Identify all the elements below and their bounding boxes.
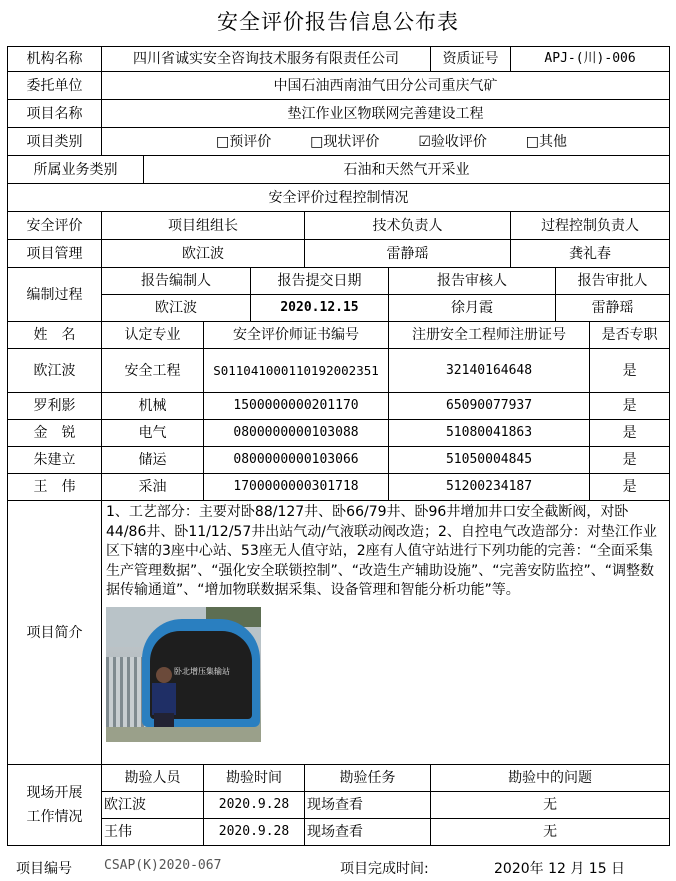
- cert-value: APJ-(川)-006: [511, 47, 670, 72]
- site-sign-text: 卧北增压集输站: [174, 666, 230, 676]
- compile-header-row: [8, 268, 670, 295]
- staff-header-reg: 注册安全工程师注册证号: [389, 322, 590, 349]
- category-label: 项目类别: [8, 128, 102, 156]
- process-header: 安全评价过程控制情况: [8, 184, 670, 212]
- staff-name: 罗利影: [8, 393, 102, 420]
- site-header-person: 勘验人员: [102, 765, 204, 792]
- staff-major: 安全工程: [102, 349, 204, 393]
- info-table: [7, 46, 670, 846]
- management-leader: 欧江波: [102, 240, 305, 268]
- site-header-date: 勘验时间: [204, 765, 305, 792]
- business-value: 石油和天然气开采业: [144, 156, 670, 184]
- staff-name: 欧江波: [8, 349, 102, 393]
- staff-name: 金 锐: [8, 420, 102, 447]
- category-option-current[interactable]: □现状评价: [310, 133, 380, 150]
- table-row: [8, 420, 670, 447]
- staff-reg: 51050004845: [389, 447, 590, 474]
- management-tech: 雷静瑶: [305, 240, 511, 268]
- project-code-label: 项目编号: [16, 861, 72, 877]
- compile-header-reviewer: 报告审核人: [389, 268, 556, 295]
- org-value: 四川省诚实安全咨询技术服务有限责任公司: [102, 47, 431, 72]
- project-row: [8, 100, 670, 128]
- cert-label: 资质证号: [431, 47, 511, 72]
- site-issue: 无: [431, 819, 670, 846]
- staff-reg: 32140164648: [389, 349, 590, 393]
- process-header-row: [8, 184, 670, 212]
- staff-reg: 65090077937: [389, 393, 590, 420]
- staff-cert: 0800000000103088: [204, 420, 389, 447]
- table-row: [8, 819, 670, 846]
- staff-fulltime: 是: [590, 349, 670, 393]
- table-row: [8, 474, 670, 501]
- table-row: [8, 349, 670, 393]
- compile-author: 欧江波: [102, 295, 251, 322]
- site-person: 王伟: [102, 819, 204, 846]
- site-label-1: 现场开展: [26, 785, 83, 801]
- staff-cert: 1500000000201170: [204, 393, 389, 420]
- site-header-row: [8, 765, 670, 792]
- summary-text: 1、工艺部分：主要对卧88/127井、卧66/79井、卧96井增加井口安全截断阀，对卧44/86井、卧11/12/57井出站气动/气液联动阀改造；2、自控电气改造部分：对垫江作业区下辖的3座中心站、53座无人值守站，2座有人值守站进行下列功能的完善：“全面采集生产管理数据”、“强化安全联锁控制”、“改造生产辅助设施”、“完善安防监控”、“调整数据传输通道”、“增加物联数据采集、设备管理和智能分析功能”等。: [106, 504, 657, 598]
- finish-label: 项目完成时间:: [340, 861, 429, 877]
- staff-cert: S011041000110192002351: [204, 349, 389, 393]
- management-header-control: 过程控制负责人: [511, 212, 670, 240]
- site-label-2: 工作情况: [26, 809, 83, 825]
- staff-header-cert: 安全评价师证书编号: [204, 322, 389, 349]
- staff-fulltime: 是: [590, 420, 670, 447]
- staff-major: 储运: [102, 447, 204, 474]
- site-header-issue: 勘验中的问题: [431, 765, 670, 792]
- table-row: [8, 447, 670, 474]
- management-value-row: [8, 240, 670, 268]
- category-options: [102, 128, 670, 156]
- site-task: 现场查看: [305, 792, 431, 819]
- compile-date: 2020.12.15: [251, 295, 389, 322]
- project-code-value: CSAP(K)2020-067: [104, 858, 222, 873]
- management-label-2: 项目管理: [8, 240, 102, 268]
- site-date: 2020.9.28: [204, 819, 305, 846]
- client-value: 中国石油西南油气田分公司重庆气矿: [102, 72, 670, 100]
- staff-fulltime: 是: [590, 447, 670, 474]
- site-issue: 无: [431, 792, 670, 819]
- staff-name: 朱建立: [8, 447, 102, 474]
- compile-label: 编制过程: [8, 268, 102, 322]
- staff-name: 王 伟: [8, 474, 102, 501]
- staff-major: 机械: [102, 393, 204, 420]
- staff-cert: 0800000000103066: [204, 447, 389, 474]
- category-row: [8, 128, 670, 156]
- site-date: 2020.9.28: [204, 792, 305, 819]
- site-person: 欧江波: [102, 792, 204, 819]
- category-option-pre[interactable]: □预评价: [216, 133, 272, 150]
- finish-date: 2020年 12 月 15 日: [494, 861, 626, 877]
- staff-reg: 51080041863: [389, 420, 590, 447]
- staff-header-fulltime: 是否专职: [590, 322, 670, 349]
- staff-header-major: 认定专业: [102, 322, 204, 349]
- org-row: [8, 47, 670, 72]
- org-label: 机构名称: [8, 47, 102, 72]
- staff-fulltime: 是: [590, 393, 670, 420]
- staff-major: 采油: [102, 474, 204, 501]
- site-label: [8, 765, 102, 846]
- compile-approver: 雷静瑶: [556, 295, 670, 322]
- category-option-acceptance[interactable]: ☑验收评价: [418, 133, 487, 150]
- site-photo: [106, 607, 261, 742]
- project-value: 垫江作业区物联网完善建设工程: [102, 100, 670, 128]
- business-label: 所属业务类别: [8, 156, 144, 184]
- compile-header-approver: 报告审批人: [556, 268, 670, 295]
- management-header-leader: 项目组组长: [102, 212, 305, 240]
- compile-header-author: 报告编制人: [102, 268, 251, 295]
- compile-reviewer: 徐月霞: [389, 295, 556, 322]
- staff-header-name: 姓 名: [8, 322, 102, 349]
- staff-header-row: [8, 322, 670, 349]
- summary-cell: [102, 501, 670, 765]
- management-header-row: [8, 212, 670, 240]
- project-label: 项目名称: [8, 100, 102, 128]
- site-header-task: 勘验任务: [305, 765, 431, 792]
- staff-fulltime: 是: [590, 474, 670, 501]
- staff-reg: 51200234187: [389, 474, 590, 501]
- management-label-1: 安全评价: [8, 212, 102, 240]
- management-header-tech: 技术负责人: [305, 212, 511, 240]
- staff-major: 电气: [102, 420, 204, 447]
- summary-row: [8, 501, 670, 765]
- business-row: [8, 156, 670, 184]
- page-title: 安全评价报告信息公布表: [217, 10, 459, 34]
- compile-header-date: 报告提交日期: [251, 268, 389, 295]
- category-option-other[interactable]: □其他: [525, 133, 568, 150]
- summary-label: 项目简介: [8, 501, 102, 765]
- staff-cert: 1700000000301718: [204, 474, 389, 501]
- management-control: 龚礼春: [511, 240, 670, 268]
- site-task: 现场查看: [305, 819, 431, 846]
- compile-value-row: [8, 295, 670, 322]
- table-row: [8, 792, 670, 819]
- client-row: [8, 72, 670, 100]
- client-label: 委托单位: [8, 72, 102, 100]
- table-row: [8, 393, 670, 420]
